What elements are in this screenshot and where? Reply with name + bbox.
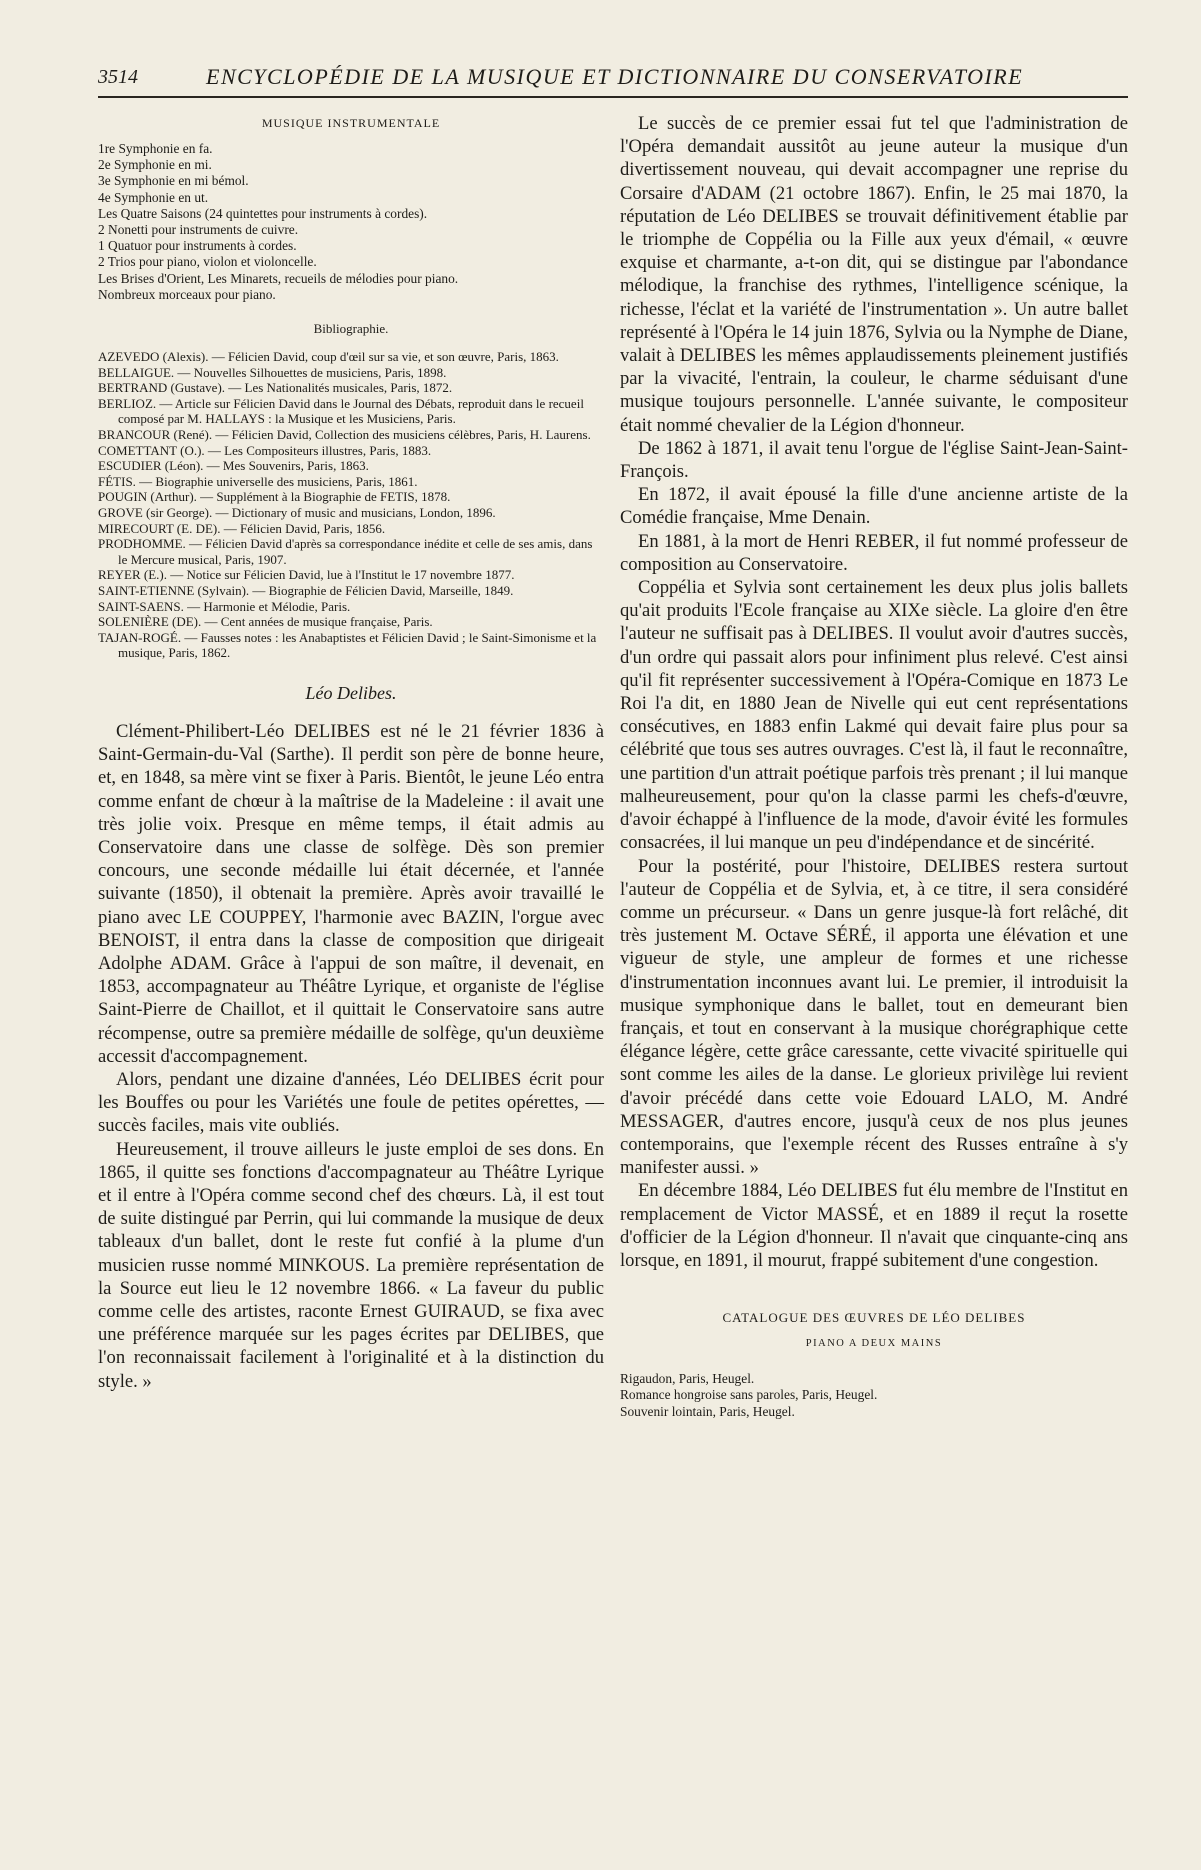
bibliography-entry: SAINT-ETIENNE (Sylvain). — Biographie de Félicien David, Marseille, 1849.	[98, 582, 514, 598]
bibliography-entry: SAINT-SAENS. — Harmonie et Mélodie, Paris.	[98, 598, 351, 614]
bibliography-list	[98, 349, 604, 661]
list-item: 4e Symphonie en ut.	[98, 189, 209, 205]
catalogue-list	[620, 1371, 1128, 1420]
paragraph: De 1862 à 1871, il avait tenu l'orgue de l'église Saint-Jean-Saint-François.	[620, 437, 1128, 483]
bibliography-entry: SOLENIÈRE (DE). — Cent années de musique française, Paris.	[98, 614, 433, 630]
paragraph: En 1872, il avait épousé la fille d'une ancienne artiste de la Comédie française, Mme Denain.	[620, 484, 1128, 529]
bibliography-entry: BRANCOUR (René). — Félicien David, Collection des musiciens célèbres, Paris, H. Laurens.	[98, 427, 591, 442]
right-column	[620, 112, 1128, 1420]
paragraph: En 1881, à la mort de Henri REBER, il fut nommé professeur de composition au Conservatoire.	[620, 530, 1128, 575]
list-item: Nombreux morceaux pour piano.	[98, 286, 276, 302]
list-item: 2 Trios pour piano, violon et violoncelle.	[98, 254, 317, 270]
catalogue-subheading: PIANO A DEUX MAINS	[805, 1338, 943, 1350]
bibliography-entry: REYER (E.). — Notice sur Félicien David, lue à l'Institut le 17 novembre 1877.	[98, 567, 515, 583]
bibliography-entry: BERLIOZ. — Article sur Félicien David dans le Journal des Débats, reproduit dans le recueil composé par M. HALLAYS : la Musique et les Musiciens, Paris.	[98, 395, 584, 427]
paragraph: Alors, pendant une dizaine d'années, Léo DELIBES écrit pour les Bouffes ou pour les Variétés une foule de petites opérettes, — succès faciles, mais vite oubliés.	[98, 1068, 604, 1137]
paragraph: Heureusement, il trouve ailleurs le juste emploi de ses dons. En 1865, il quitte ses fonctions d'accompagnateur au Théâtre Lyrique et il entre à l'Opéra comme second chef des chœurs. Là, il est tout de suite distingué par Perrin, qui lui commande la musique de deux tableaux d'un ballet, dont le reste fut confié à la plume d'un musicien russe nommé MINKOUS. La première représentation de la Source eut lieu le 12 novembre 1866. « La faveur du public comme celle des artistes, raconte Ernest GUIRAUD, se fixa avec une préférence marquée sur les pages écrites par DELIBES, que l'on reconnaissait facilement à l'originalité et à la distinction du style. »	[98, 1138, 604, 1392]
bibliography-entry: BELLAIGUE. — Nouvelles Silhouettes de musiciens, Paris, 1898.	[98, 364, 447, 380]
bibliography-entry: BERTRAND (Gustave). — Les Nationalités musicales, Paris, 1872.	[98, 380, 453, 396]
paragraph: Coppélia et Sylvia sont certainement les deux plus jolis ballets qu'ait produits l'Ecole française au XIXe siècle. La gloire d'en être l'auteur ne suffisait pas à DELIBES. Il voulut avoir d'autres succès, d'un ordre qui passait alors pour infiniment plus relevé. C'est ainsi qu'il fit représenter successivement à l'Opéra-Comique en 1873 Le Roi l'a dit, en 1880 Jean de Nivelle qui eut cent représentations consécutives, en 1883 enfin Lakmé qui devait faire plus pour sa célébrité que tous ses autres ouvrages. C'est là, il faut le reconnaître, une partition d'un attrait poétique parfois très prenant ; il lui manque malheureusement, pour qu'on la classe parmi les chefs-d'œuvre, d'avoir échappé à l'influence de la mode, d'avoir évité les formules consacrées, il lui manque un peu d'indépendance et de sincérité.	[620, 577, 1128, 854]
section-title: Léo Delibes.	[305, 682, 397, 703]
catalogue-heading: CATALOGUE DES ŒUVRES DE LÉO DELIBES	[722, 1310, 1026, 1326]
paragraph: Clément-Philibert-Léo DELIBES est né le 21 février 1836 à Saint-Germain-du-Val (Sarthe). Il perdit son père de bonne heure, et, en 1848, sa mère vint se fixer à Paris. Bientôt, le jeune Léo entra comme enfant de chœur à la maîtrise de la Madeleine : il avait une très jolie voix. Presque en même temps, il était admis au Conservatoire dans une classe de solfège. Dès son premier concours, une seconde médaille lui était décernée, et l'année suivante (1850), il obtenait la première. Après avoir travaillé le piano avec LE COUPPEY, l'harmonie avec BAZIN, l'orgue avec BENOIST, il entra dans la classe de composition que dirigeait Adolphe ADAM. Grâce à l'appui de son maître, il devenait, en 1853, accompagnateur au Théâtre Lyrique, et organiste de l'église Saint-Pierre de Chaillot, et il quittait le Conservatoire sans autre récompense, outre sa première médaille de solfège, qu'un deuxième accessit d'accompagnement.	[98, 720, 604, 1067]
list-item: Souvenir lointain, Paris, Heugel.	[620, 1403, 795, 1419]
running-header	[98, 64, 1128, 98]
bibliography-entry: GROVE (sir George). — Dictionary of music and musicians, London, 1896.	[98, 504, 496, 520]
left-column	[98, 112, 604, 1393]
list-item: Romance hongroise sans paroles, Paris, Heugel.	[620, 1387, 878, 1403]
bibliography-entry: AZEVEDO (Alexis). — Félicien David, coup d'œil sur sa vie, et son œuvre, Paris, 1863.	[98, 349, 559, 365]
instrumental-heading: MUSIQUE INSTRUMENTALE	[261, 116, 441, 130]
list-item: 2 Nonetti pour instruments de cuivre.	[98, 222, 299, 238]
list-item: 1 Quatuor pour instruments à cordes.	[98, 238, 297, 254]
list-item: Les Quatre Saisons (24 quintettes pour instruments à cordes).	[98, 205, 428, 221]
header-title: ENCYCLOPÉDIE DE LA MUSIQUE ET DICTIONNAIRE DU CONSERVATOIRE	[206, 64, 1024, 89]
page-number: 3514	[98, 66, 138, 88]
bibliography-entry: TAJAN-ROGÉ. — Fausses notes : les Anabaptistes et Félicien David ; le Saint-Simonisme et la musique, Paris, 1862.	[98, 629, 597, 661]
list-item: 2e Symphonie en mi.	[98, 157, 212, 173]
bibliography-heading: Bibliographie.	[313, 321, 389, 337]
bibliography-entry: PRODHOMME. — Félicien David d'après sa correspondance inédite et celle de ses amis, dans le Mercure musical, Paris, 1907.	[98, 536, 593, 567]
bibliography-entry: POUGIN (Arthur). — Supplément à la Biographie de FETIS, 1878.	[98, 489, 451, 505]
list-item: 3e Symphonie en mi bémol.	[98, 173, 249, 189]
list-item: Rigaudon, Paris, Heugel.	[620, 1371, 755, 1387]
list-item: Les Brises d'Orient, Les Minarets, recueils de mélodies pour piano.	[98, 270, 459, 286]
bibliography-entry: MIRECOURT (E. DE). — Félicien David, Paris, 1856.	[98, 520, 386, 536]
bibliography-entry: FÉTIS. — Biographie universelle des musiciens, Paris, 1861.	[98, 473, 418, 489]
left-body-text	[98, 720, 604, 1393]
instrumental-list	[98, 141, 604, 303]
paragraph: Pour la postérité, pour l'histoire, DELIBES restera surtout l'auteur de Coppélia et de Sylvia, et, à ce titre, il sera considéré comme un précurseur. « Dans un genre jusque-là fort relâché, dit très justement M. Octave SÉRÉ, il apporta une élévation et une vigueur de style, une ampleur de formes et une richesse d'instrumentation inconnues avant lui. Le premier, il introduisit la musique symphonique dans le ballet, tout en demeurant bien français, et tout en conservant à la musique chorégraphique cette élégance légère, cette grâce caressante, cette vivacité spirituelle qui sont comme les ailes de la danse. Le glorieux privilège lui revient d'avoir précédé dans cette voie Edouard LALO, M. André MESSAGER, d'autres encore, jusqu'à ceux de nos plus jeunes contemporains, que l'exemple récent des Russes entraîne à s'y manifester aussi. »	[620, 855, 1128, 1179]
list-item: 1re Symphonie en fa.	[98, 141, 213, 156]
bibliography-entry: COMETTANT (O.). — Les Compositeurs illustres, Paris, 1883.	[98, 442, 432, 458]
right-body-text	[620, 112, 1128, 1272]
paragraph: Le succès de ce premier essai fut tel que l'administration de l'Opéra demandait aussitôt au jeune auteur la musique d'un divertissement nouveau, qui devait accompagner une reprise du Corsaire d'ADAM (21 octobre 1867). Enfin, le 25 mai 1870, la réputation de Léo DELIBES se trouvait définitivement établie par le triomphe de Coppélia ou la Fille aux yeux d'émail, « œuvre exquise et charmante, a-t-on dit, qui se distingue par l'abondance mélodique, la franchise des rythmes, l'intelligence scénique, la richesse, l'éclat et la variété de l'instrumentation ». Un autre ballet représenté à l'Opéra le 14 juin 1876, Sylvia ou la Nymphe de Diane, valait à DELIBES les mêmes applaudissements pleinement justifiés par la vivacité, l'entrain, la couleur, le charme séduisant d'une musique toujours personnelle. L'année suivante, le compositeur était nommé chevalier de la Légion d'honneur.	[620, 113, 1128, 436]
paragraph: En décembre 1884, Léo DELIBES fut élu membre de l'Institut en remplacement de Victor MASSÉ, et en 1889 il reçut la rosette d'officier de la Légion d'honneur. Il n'avait que cinquante-cinq ans lorsque, en 1891, il mourut, frappé subitement d'une congestion.	[620, 1180, 1128, 1271]
bibliography-entry: ESCUDIER (Léon). — Mes Souvenirs, Paris, 1863.	[98, 458, 369, 474]
